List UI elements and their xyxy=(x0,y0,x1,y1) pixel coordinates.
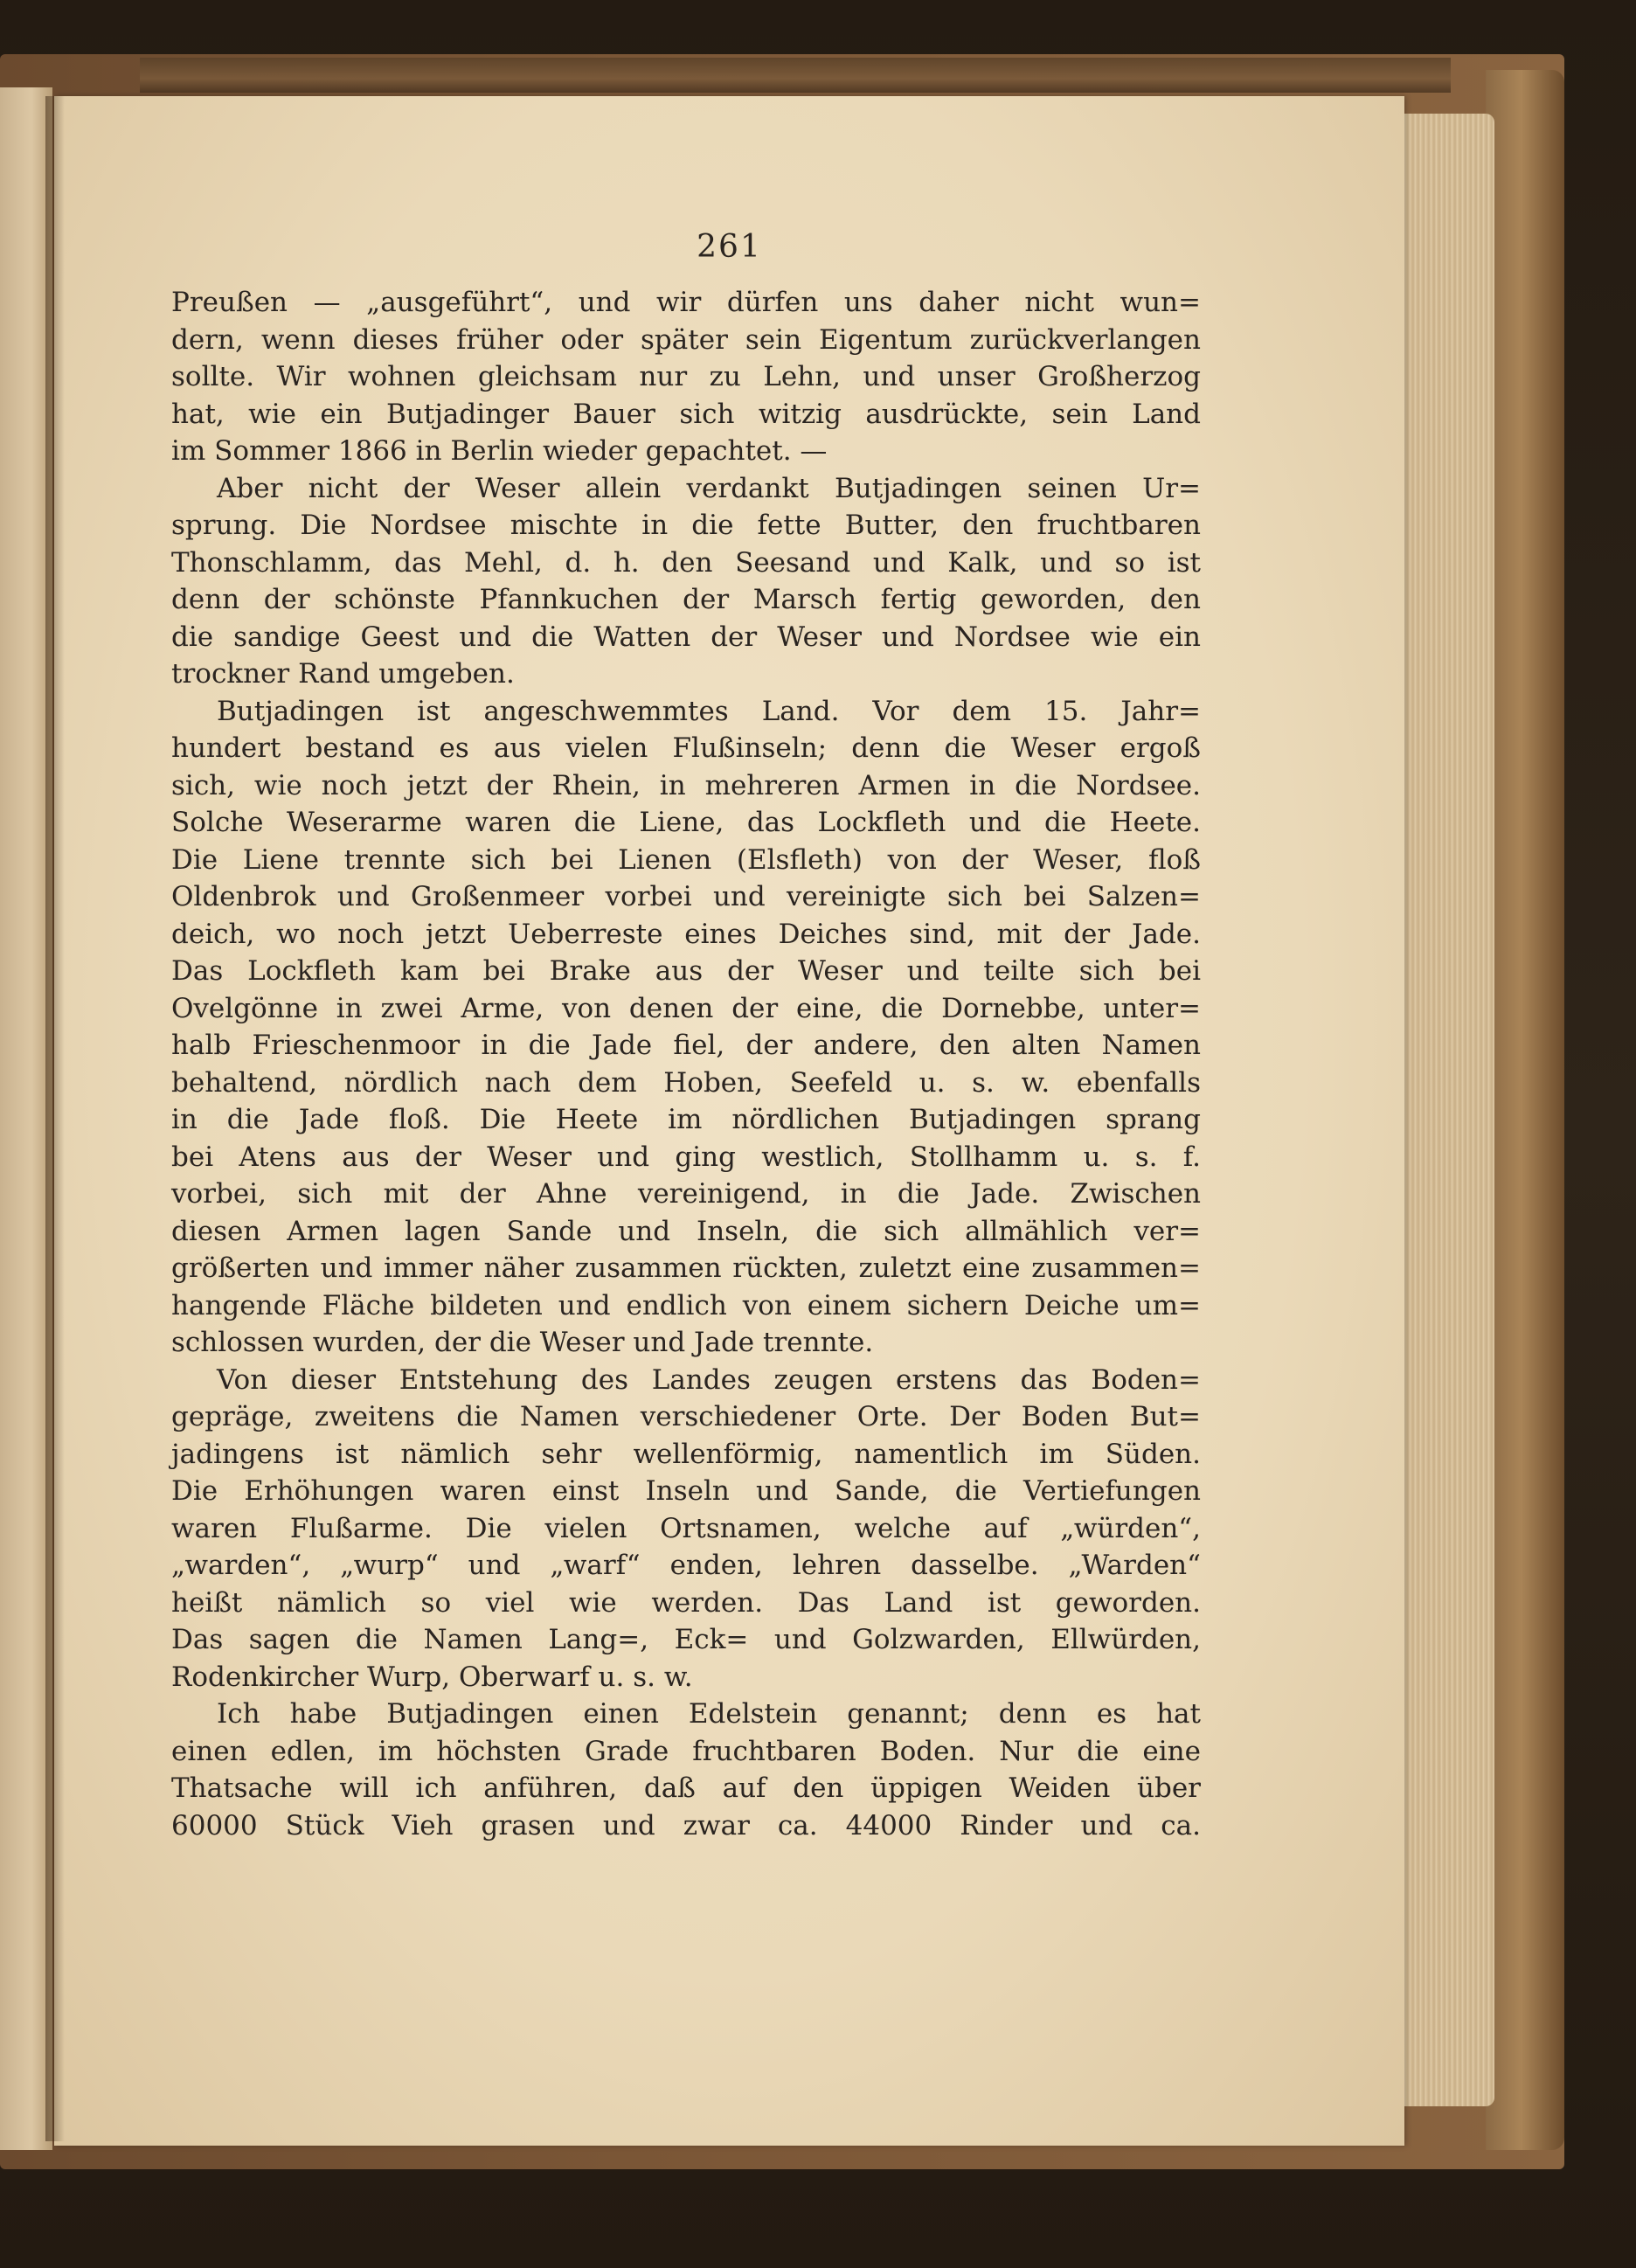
text-line: Von dieser Entstehung des Landes zeugen erstens das Boden= xyxy=(217,1363,1201,1396)
text-line: jadingens ist nämlich sehr wellenförmig, namentlich im Süden. xyxy=(171,1438,1201,1470)
text-line: in die Jade floß. Die Heete im nördlichen Butjadingen sprang xyxy=(171,1104,1201,1135)
text-line: dern, wenn dieses früher oder später sein Eigentum zurückverlangen xyxy=(171,323,1201,356)
text-line: Oldenbrok und Großenmeer vorbei und vereinigte sich bei Salzen= xyxy=(171,881,1201,912)
text-line: hundert bestand es aus vielen Flußinseln; denn die Weser ergoß xyxy=(171,732,1201,764)
book-page xyxy=(54,96,1404,2146)
text-line: Das Lockfleth kam bei Brake aus der Weser und teilte sich bei xyxy=(171,955,1201,987)
gutter-shadow xyxy=(45,96,65,2141)
text-line: gepräge, zweitens die Namen verschiedener Orte. Der Boden But= xyxy=(171,1401,1201,1432)
text-line: vorbei, sich mit der Ahne vereinigend, in die Jade. Zwischen xyxy=(171,1178,1201,1210)
text-line: bei Atens aus der Weser und ging westlich, Stollhamm u. s. f. xyxy=(171,1141,1201,1173)
text-line: deich, wo noch jetzt Ueberreste eines Deiches sind, mit der Jade. xyxy=(171,918,1201,950)
text-line: waren Flußarme. Die vielen Ortsnamen, welche auf „würden“, xyxy=(171,1512,1201,1544)
text-line: Preußen — „ausgeführt“, und wir dürfen uns daher nicht wun= xyxy=(171,287,1201,318)
text-line: hangende Fläche bildeten und endlich von einem sichern Deiche um= xyxy=(171,1289,1201,1321)
text-line: behaltend, nördlich nach dem Hoben, Seefeld u. s. w. ebenfalls xyxy=(171,1066,1201,1099)
text-line: Rodenkircher Wurp, Oberwarf u. s. w. xyxy=(171,1661,693,1693)
page-body-text xyxy=(171,284,1201,1844)
text-line: sollte. Wir wohnen gleichsam nur zu Lehn, und unser Großherzog xyxy=(171,361,1201,392)
text-line: Thatsache will ich anführen, daß auf den üppigen Weiden über xyxy=(171,1772,1201,1804)
text-line: trockner Rand umgeben. xyxy=(171,658,515,690)
text-line: sprung. Die Nordsee mischte in die fette Butter, den fruchtbaren xyxy=(171,510,1201,541)
text-line: „warden“, „wurp“ und „warf“ enden, lehren dasselbe. „Warden“ xyxy=(171,1550,1201,1581)
text-line: Ovelgönne in zwei Arme, von denen der eine, die Dornebbe, unter= xyxy=(171,992,1201,1024)
text-line: einen edlen, im höchsten Grade fruchtbaren Boden. Nur die eine xyxy=(171,1735,1201,1767)
text-line: Ich habe Butjadingen einen Edelstein genannt; denn es hat xyxy=(217,1698,1201,1730)
text-line: heißt nämlich so viel wie werden. Das Land ist geworden. xyxy=(171,1586,1201,1619)
text-line: Butjadingen ist angeschwemmtes Land. Vor dem 15. Jahr= xyxy=(217,695,1201,727)
text-line: Die Liene trennte sich bei Lienen (Elsfleth) von der Weser, floß xyxy=(171,843,1201,876)
text-line: größerten und immer näher zusammen rückten, zuletzt eine zusammen= xyxy=(171,1252,1201,1284)
text-line: Thonschlamm, das Mehl, d. h. den Seesand und Kalk, und so ist xyxy=(171,546,1201,579)
text-line: im Sommer 1866 in Berlin wieder gepachtet. — xyxy=(171,435,828,467)
text-line: halb Frieschenmoor in die Jade fiel, der andere, den alten Namen xyxy=(171,1030,1201,1061)
text-line: hat, wie ein Butjadinger Bauer sich witzig ausdrückte, sein Land xyxy=(171,398,1201,430)
page-block-edge xyxy=(1390,114,1494,2106)
text-line: Das sagen die Namen Lang=, Eck= und Golzwarden, Ellwürden, xyxy=(171,1624,1201,1655)
text-line: sich, wie noch jetzt der Rhein, in mehreren Armen in die Nordsee. xyxy=(171,769,1201,801)
text-line: schlossen wurden, der die Weser und Jade trennte. xyxy=(171,1327,874,1358)
text-line: Die Erhöhungen waren einst Inseln und Sande, die Vertiefungen xyxy=(171,1475,1201,1507)
page-number: 261 xyxy=(697,229,762,265)
text-line: 60000 Stück Vieh grasen und zwar ca. 44000 Rinder und ca. xyxy=(171,1809,1201,1841)
text-line: die sandige Geest und die Watten der Weser und Nordsee wie ein xyxy=(171,621,1201,653)
top-binding-edge xyxy=(140,58,1451,93)
book-spine-edge xyxy=(1486,70,1564,2150)
text-line: Solche Weserarme waren die Liene, das Lockfleth und die Heete. xyxy=(171,807,1201,838)
previous-page-edge xyxy=(0,87,52,2150)
text-line: Aber nicht der Weser allein verdankt Butjadingen seinen Ur= xyxy=(217,472,1201,504)
text-line: diesen Armen lagen Sande und Inseln, die sich allmählich ver= xyxy=(171,1215,1201,1247)
text-line: denn der schönste Pfannkuchen der Marsch fertig geworden, den xyxy=(171,584,1201,615)
